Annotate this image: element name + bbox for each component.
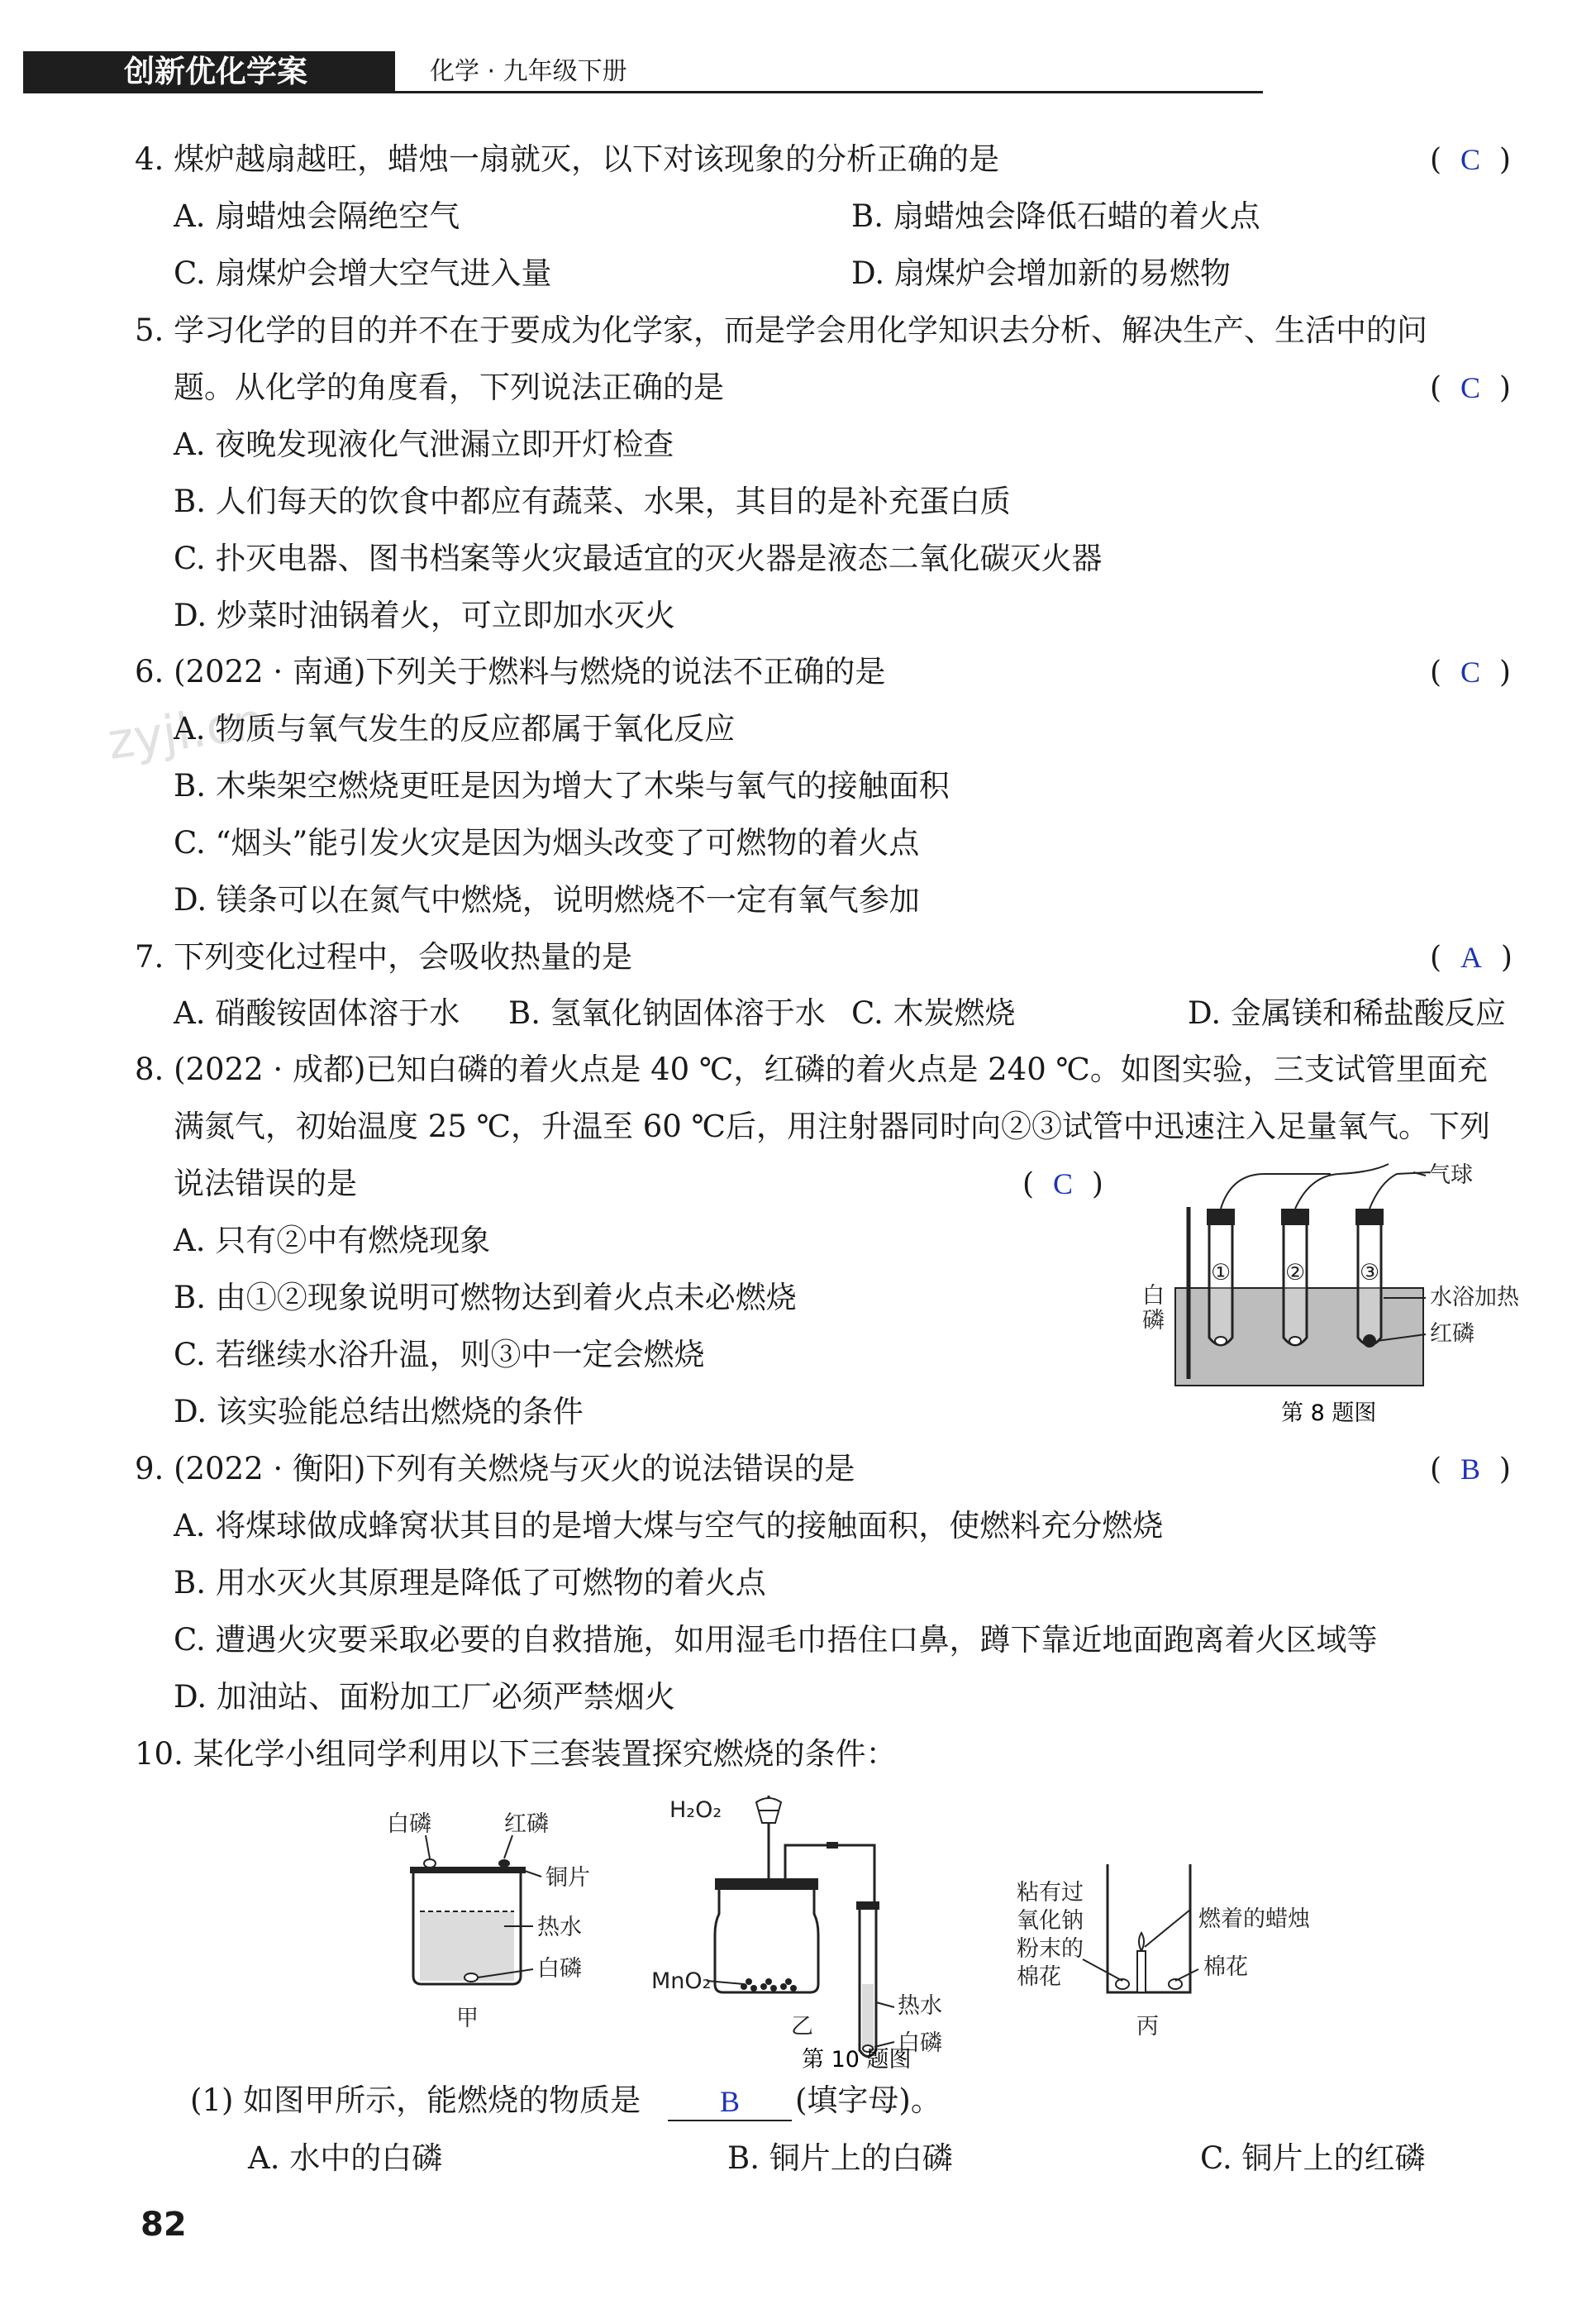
q10-jia-white-p: 白磷 (387, 1811, 431, 1837)
q10-sub1-blank (668, 2083, 792, 2121)
q10-yi-hot-water: 热水 (898, 1993, 942, 2019)
q4-stem: 4. 煤炉越扇越旺，蜡烛一扇就灭，以下对该现象的分析正确的是 (135, 141, 1000, 177)
q5-option-d: D. 炒菜时油锅着火，可立即加水灭火 (174, 598, 675, 633)
q7-answer-paren: ( A ) (1430, 941, 1513, 975)
q9-option-a: A. 将煤球做成蜂窝状其目的是增大煤与空气的接触面积，使燃料充分燃烧 (174, 1508, 1164, 1543)
q10-figure (380, 1786, 1347, 2071)
q10-jia-white-p-water: 白磷 (537, 1956, 582, 1982)
q8-stem-line1: 8. (2022 · 成都)已知白磷的着火点是 40 ℃，红磷的着火点是 240 ℃。如图实验，三支试管里面充 (135, 1052, 1488, 1087)
q9-option-c: C. 遭遇火灾要采取必要的自救措施，如用湿毛巾捂住口鼻，蹲下靠近地面跑离着火区域等 (174, 1622, 1378, 1658)
q9-option-b: B. 用水灭火其原理是降低了可燃物的着火点 (174, 1565, 766, 1601)
q8-label-red-p: 红磷 (1430, 1321, 1475, 1347)
q10-jia-hot-water: 热水 (537, 1915, 582, 1940)
q8-option-b: B. 由①②现象说明可燃物达到着火点未必燃烧 (174, 1280, 797, 1315)
q6-answer: C (1460, 656, 1480, 689)
q9-answer-paren: ( B ) (1430, 1453, 1511, 1486)
q5-option-a: A. 夜晚发现液化气泄漏立即开灯检查 (174, 427, 674, 462)
q10-bing-cotton-right: 棉花 (1203, 1954, 1248, 1980)
q7-option-d: D. 金属镁和稀盐酸反应 (1188, 995, 1506, 1031)
q10-apparatus-yi (651, 1796, 942, 2057)
q10-sub1-option-b: B. 铜片上的白磷 (727, 2140, 953, 2176)
q9-answer: B (1460, 1453, 1480, 1486)
page-number: 82 (141, 2206, 187, 2244)
q6-option-c: C. “烟头”能引发火灾是因为烟头改变了可燃物的着火点 (174, 825, 920, 861)
q4-answer: C (1460, 143, 1480, 176)
q4-option-d: D. 扇煤炉会增加新的易燃物 (851, 255, 1231, 291)
header-rule (23, 91, 1263, 93)
q10-sub1-option-a: A. 水中的白磷 (248, 2140, 443, 2176)
q6-option-a: A. 物质与氧气发生的反应都属于氧化反应 (174, 711, 736, 747)
q10-jia-copper: 铜片 (545, 1865, 590, 1891)
q8-option-a: A. 只有②中有燃烧现象 (174, 1223, 491, 1258)
q7-option-a: A. 硝酸铵固体溶于水 (174, 995, 460, 1031)
q10-yi-white-p: 白磷 (898, 2030, 942, 2056)
q8-label-bath: 水浴加热 (1430, 1285, 1519, 1310)
q8-option-c: C. 若继续水浴升温，则③中一定会燃烧 (174, 1337, 705, 1372)
q8-figure-caption: 第 8 题图 (1281, 1400, 1377, 1426)
q10-yi-name: 乙 (791, 2014, 813, 2039)
q8-answer: C (1052, 1167, 1073, 1200)
header-subject: 化学 · 九年级下册 (430, 57, 627, 86)
q10-yi-mno2: MnO₂ (651, 1968, 712, 1994)
q10-apparatus-jia (387, 1811, 590, 2031)
q6-option-b: B. 木柴架空燃烧更旺是因为增大了木柴与氧气的接触面积 (174, 768, 950, 804)
q7-stem: 7. 下列变化过程中，会吸收热量的是 (135, 939, 633, 975)
q10-bing-cotton-2: 氧化钠 (1017, 1908, 1084, 1934)
q7-option-b: B. 氢氧化钠固体溶于水 (508, 995, 826, 1031)
q10-bing-name: 丙 (1136, 2014, 1159, 2039)
q10-figure-caption: 第 10 题图 (802, 2047, 912, 2071)
q8-option-d: D. 该实验能总结出燃烧的条件 (174, 1394, 584, 1429)
q8-figure (1132, 1157, 1529, 1430)
q10-sub1-prefix: (1) 如图甲所示，能燃烧的物质是 (190, 2082, 641, 2118)
q8-label-tube1: ① (1211, 1260, 1232, 1286)
q8-label-tube3: ③ (1360, 1260, 1380, 1286)
q5-stem-line2: 题。从化学的角度看，下列说法正确的是 (174, 370, 724, 405)
q8-stem-line2: 满氮气，初始温度 25 ℃，升温至 60 ℃后，用注射器同时向②③试管中迅速注入足量氧气。下列 (174, 1109, 1490, 1144)
q8-label-balloon: 气球 (1428, 1162, 1473, 1188)
q10-jia-name: 甲 (456, 2006, 479, 2031)
q4-option-c: C. 扇煤炉会增大空气进入量 (174, 255, 552, 291)
q8-label-white-p-1: 白 (1142, 1283, 1165, 1309)
q8-label-white-p-2: 磷 (1142, 1308, 1165, 1333)
q4-answer-paren: ( C ) (1430, 143, 1511, 177)
q10-sub1-answer: B (719, 2085, 740, 2118)
q6-stem: 6. (2022 · 南通)下列关于燃料与燃烧的说法不正确的是 (135, 654, 886, 689)
q8-stem-line3: 说法错误的是 (174, 1166, 357, 1201)
q5-option-c: C. 扑灭电器、图书档案等火灾最适宜的灭火器是液态二氧化碳灭火器 (174, 541, 1103, 576)
q5-option-b: B. 人们每天的饮食中都应有蔬菜、水果，其目的是补充蛋白质 (174, 484, 1011, 519)
q8-label-tube2: ② (1285, 1260, 1306, 1286)
q10-yi-h2o2: H₂O₂ (669, 1797, 722, 1823)
q7-answer: A (1460, 941, 1482, 974)
q8-balloon-line (1221, 1174, 1331, 1209)
q9-stem: 9. (2022 · 衡阳)下列有关燃烧与灭火的说法错误的是 (135, 1451, 855, 1486)
q10-bing-candle (1137, 1951, 1146, 1992)
q5-stem-line1: 5. 学习化学的目的并不在于要成为化学家，而是学会用化学知识去分析、解决生产、生活中的问 (135, 312, 1428, 348)
q10-stem: 10. 某化学小组同学利用以下三套装置探究燃烧的条件： (135, 1736, 897, 1772)
q5-answer-paren: ( C ) (1430, 371, 1511, 405)
q10-bing-cotton-3: 粉末的 (1017, 1936, 1084, 1962)
q8-answer-paren: ( C ) (1022, 1167, 1103, 1201)
q9-option-d: D. 加油站、面粉加工厂必须严禁烟火 (174, 1679, 675, 1715)
q6-answer-paren: ( C ) (1430, 656, 1511, 689)
q10-jia-red-p: 红磷 (504, 1811, 549, 1837)
watermark: zyjl.cn (104, 692, 269, 771)
header-brand: 创新优化学案 (124, 54, 307, 89)
q4-option-a: A. 扇蜡烛会隔绝空气 (174, 198, 460, 234)
q7-option-c: C. 木炭燃烧 (851, 995, 1016, 1031)
q10-sub1-option-c: C. 铜片上的红磷 (1200, 2140, 1426, 2176)
q10-sub1-suffix: (填字母)。 (795, 2082, 941, 2118)
q10-apparatus-bing (1017, 1864, 1311, 2039)
q10-bing-cotton-4: 棉花 (1017, 1964, 1061, 1990)
q10-bing-candle-label: 燃着的蜡烛 (1198, 1906, 1310, 1932)
q10-bing-cotton-1: 粘有过 (1017, 1880, 1084, 1906)
q4-option-b: B. 扇蜡烛会降低石蜡的着火点 (851, 198, 1260, 234)
q5-answer: C (1460, 371, 1480, 404)
q6-option-d: D. 镁条可以在氮气中燃烧，说明燃烧不一定有氧气参加 (174, 882, 920, 918)
